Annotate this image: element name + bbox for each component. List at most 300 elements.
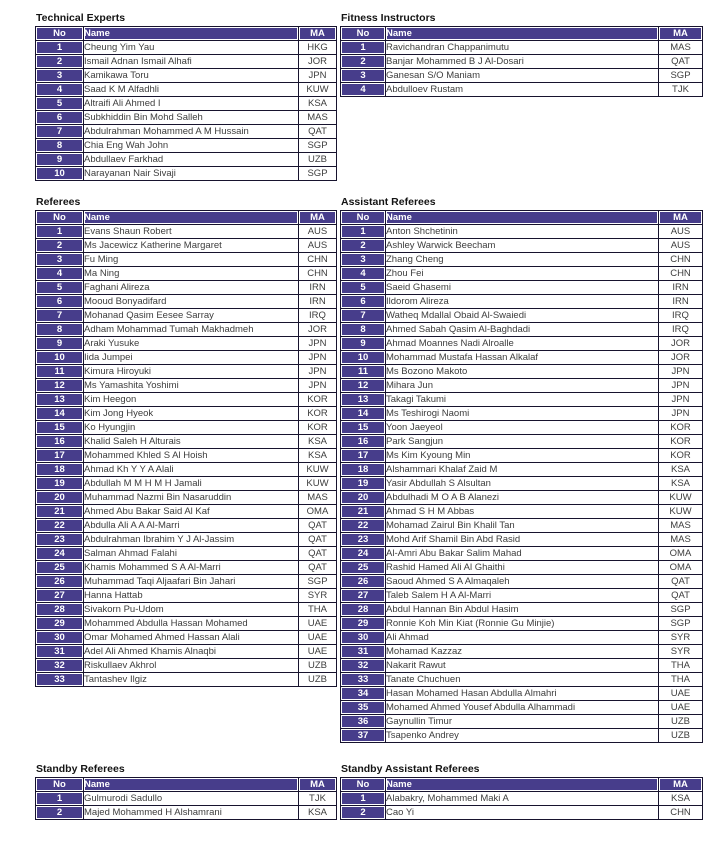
table-row	[341, 645, 703, 659]
cell-ma: AUS	[299, 239, 337, 253]
cell-no: 8	[36, 323, 84, 337]
cell-no: 19	[341, 477, 386, 491]
cell-no: 14	[36, 407, 84, 421]
cell-ma: TJK	[659, 83, 703, 97]
cell-name: Tanate Chuchuen	[386, 673, 659, 687]
cell-name: Evans Shaun Robert	[84, 225, 299, 239]
cell-ma: SGP	[299, 167, 337, 181]
cell-ma: IRQ	[659, 323, 703, 337]
cell-name: Yasir Abdullah S Alsultan	[386, 477, 659, 491]
table-row	[341, 239, 703, 253]
table-row	[36, 225, 337, 239]
table-row	[341, 792, 703, 806]
cell-name: Yoon Jaeyeol	[386, 421, 659, 435]
cell-name: Gaynullin Timur	[386, 715, 659, 729]
section-fitness-instructors	[340, 12, 703, 97]
table-row	[36, 589, 337, 603]
cell-ma: JPN	[299, 379, 337, 393]
cell-name: Abdullah M M H M H Jamali	[84, 477, 299, 491]
cell-name: Nakarit Rawut	[386, 659, 659, 673]
table-row	[36, 645, 337, 659]
cell-name: Ahmad Kh Y Y A Alali	[84, 463, 299, 477]
cell-ma: MAS	[299, 111, 337, 125]
table-row	[341, 225, 703, 239]
cell-no: 2	[341, 55, 386, 69]
section-standby-referees	[35, 763, 337, 820]
technical-experts-table	[35, 26, 337, 181]
table-row	[341, 463, 703, 477]
cell-name: Salman Ahmad Falahi	[84, 547, 299, 561]
cell-no: 15	[341, 421, 386, 435]
cell-name: Abdulla Ali A A Al-Marri	[84, 519, 299, 533]
cell-no: 5	[36, 281, 84, 295]
cell-ma: IRN	[299, 295, 337, 309]
cell-no: 2	[341, 239, 386, 253]
cell-name: Majed Mohammed H Alshamrani	[84, 806, 299, 820]
cell-no: 3	[341, 253, 386, 267]
cell-no: 29	[341, 617, 386, 631]
cell-name: Takagi Takumi	[386, 393, 659, 407]
cell-no: 31	[36, 645, 84, 659]
table-row	[341, 449, 703, 463]
cell-name: Araki Yusuke	[84, 337, 299, 351]
table-row	[36, 97, 337, 111]
cell-no: 12	[341, 379, 386, 393]
cell-name: Alshammari Khalaf Zaid M	[386, 463, 659, 477]
table-row	[341, 41, 703, 55]
table-row	[341, 491, 703, 505]
cell-no: 36	[341, 715, 386, 729]
cell-ma: KUW	[299, 477, 337, 491]
cell-name: Mohammad Mustafa Hassan Alkalaf	[386, 351, 659, 365]
cell-no: 6	[36, 295, 84, 309]
cell-ma: UAE	[299, 645, 337, 659]
cell-name: Kimura Hiroyuki	[84, 365, 299, 379]
cell-name: Anton Shchetinin	[386, 225, 659, 239]
cell-ma: JOR	[299, 55, 337, 69]
cell-name: Mohamed Ahmed Yousef Abdulla Alhammadi	[386, 701, 659, 715]
cell-no: 33	[36, 673, 84, 687]
cell-ma: SYR	[299, 589, 337, 603]
assistant-referees-table	[340, 210, 703, 743]
cell-ma: UZB	[659, 715, 703, 729]
column-header-ma: MA	[659, 211, 703, 225]
cell-ma: SGP	[659, 617, 703, 631]
cell-name: Abdullaev Farkhad	[84, 153, 299, 167]
cell-name: Altraifi Ali Ahmed I	[84, 97, 299, 111]
cell-no: 27	[341, 589, 386, 603]
table-row	[341, 505, 703, 519]
cell-name: Saeid Ghasemi	[386, 281, 659, 295]
cell-no: 25	[341, 561, 386, 575]
table-row	[341, 631, 703, 645]
cell-ma: THA	[659, 659, 703, 673]
column-header-no: No	[341, 211, 386, 225]
cell-no: 6	[36, 111, 84, 125]
cell-ma: OMA	[299, 505, 337, 519]
cell-no: 20	[36, 491, 84, 505]
table-row	[36, 505, 337, 519]
table-row	[341, 701, 703, 715]
table-row	[36, 435, 337, 449]
column-header-ma: MA	[659, 778, 703, 792]
cell-no: 21	[341, 505, 386, 519]
cell-no: 9	[341, 337, 386, 351]
cell-name: Adham Mohammad Tumah Makhadmeh	[84, 323, 299, 337]
cell-no: 29	[36, 617, 84, 631]
cell-ma: CHN	[659, 253, 703, 267]
table-row	[36, 463, 337, 477]
cell-name: Zhou Fei	[386, 267, 659, 281]
cell-name: Khamis Mohammed S A Al-Marri	[84, 561, 299, 575]
cell-name: Mooud Bonyadifard	[84, 295, 299, 309]
cell-ma: JPN	[659, 407, 703, 421]
cell-ma: KOR	[299, 421, 337, 435]
cell-name: Chia Eng Wah John	[84, 139, 299, 153]
cell-name: Ms Yamashita Yoshimi	[84, 379, 299, 393]
cell-ma: THA	[659, 673, 703, 687]
section-assistant-referees	[340, 196, 703, 743]
table-row	[341, 323, 703, 337]
table-row	[36, 69, 337, 83]
cell-no: 35	[341, 701, 386, 715]
table-row	[36, 55, 337, 69]
cell-name: Ahmed Abu Bakar Said Al Kaf	[84, 505, 299, 519]
cell-name: Banjar Mohammed B J Al-Dosari	[386, 55, 659, 69]
cell-no: 4	[341, 83, 386, 97]
table-row	[36, 139, 337, 153]
cell-ma: KUW	[299, 83, 337, 97]
cell-ma: JPN	[299, 69, 337, 83]
cell-name: Muhammad Nazmi Bin Nasaruddin	[84, 491, 299, 505]
cell-name: Ali Ahmad	[386, 631, 659, 645]
table-row	[36, 253, 337, 267]
cell-no: 4	[36, 83, 84, 97]
table-row	[36, 365, 337, 379]
header-row	[341, 27, 703, 41]
cell-ma: QAT	[299, 547, 337, 561]
cell-ma: MAS	[659, 41, 703, 55]
cell-no: 33	[341, 673, 386, 687]
cell-no: 1	[36, 41, 84, 55]
cell-no: 12	[36, 379, 84, 393]
cell-no: 21	[36, 505, 84, 519]
table-row	[341, 687, 703, 701]
cell-name: Kamikawa Toru	[84, 69, 299, 83]
cell-ma: JPN	[659, 393, 703, 407]
cell-ma: KOR	[659, 449, 703, 463]
cell-name: Al-Amri Abu Bakar Salim Mahad	[386, 547, 659, 561]
cell-no: 16	[341, 435, 386, 449]
section-title-assistant-referees: Assistant Referees	[341, 196, 436, 208]
cell-ma: KUW	[659, 491, 703, 505]
table-row	[341, 561, 703, 575]
cell-ma: KOR	[299, 393, 337, 407]
cell-name: Tantashev Ilgiz	[84, 673, 299, 687]
cell-ma: JPN	[659, 379, 703, 393]
table-row	[341, 806, 703, 820]
cell-no: 7	[36, 309, 84, 323]
table-row	[341, 365, 703, 379]
cell-no: 1	[36, 225, 84, 239]
cell-name: Ahmad S H M Abbas	[386, 505, 659, 519]
table-row	[36, 309, 337, 323]
table-row	[36, 337, 337, 351]
cell-ma: SYR	[659, 631, 703, 645]
table-row	[36, 533, 337, 547]
cell-ma: JOR	[659, 351, 703, 365]
section-technical-experts	[35, 12, 337, 181]
cell-name: Taleb Salem H A Al-Marri	[386, 589, 659, 603]
cell-ma: JPN	[659, 365, 703, 379]
cell-ma: QAT	[659, 589, 703, 603]
cell-no: 2	[341, 806, 386, 820]
cell-ma: KSA	[299, 97, 337, 111]
cell-name: Faghani Alireza	[84, 281, 299, 295]
cell-no: 24	[36, 547, 84, 561]
table-row	[36, 519, 337, 533]
cell-no: 18	[36, 463, 84, 477]
cell-name: Mohd Arif Shamil Bin Abd Rasid	[386, 533, 659, 547]
cell-name: Mohamad Zairul Bin Khalil Tan	[386, 519, 659, 533]
cell-name: Hasan Mohamed Hasan Abdulla Almahri	[386, 687, 659, 701]
cell-no: 27	[36, 589, 84, 603]
table-row	[341, 421, 703, 435]
cell-name: Ko Hyungjin	[84, 421, 299, 435]
cell-no: 28	[36, 603, 84, 617]
cell-no: 28	[341, 603, 386, 617]
cell-name: Khalid Saleh H Alturais	[84, 435, 299, 449]
header-row	[341, 778, 703, 792]
cell-ma: UAE	[659, 701, 703, 715]
cell-ma: QAT	[299, 519, 337, 533]
table-row	[36, 239, 337, 253]
cell-no: 8	[36, 139, 84, 153]
cell-name: Tsapenko Andrey	[386, 729, 659, 743]
cell-ma: KOR	[299, 407, 337, 421]
cell-name: Watheq Mdallal Obaid Al-Swaiedi	[386, 309, 659, 323]
cell-ma: KSA	[659, 792, 703, 806]
cell-no: 3	[36, 69, 84, 83]
cell-name: Ms Kim Kyoung Min	[386, 449, 659, 463]
cell-name: Kim Heegon	[84, 393, 299, 407]
cell-ma: UZB	[299, 659, 337, 673]
column-header-ma: MA	[659, 27, 703, 41]
column-header-no: No	[36, 27, 84, 41]
cell-ma: QAT	[299, 561, 337, 575]
cell-ma: SGP	[659, 69, 703, 83]
cell-name: Ms Bozono Makoto	[386, 365, 659, 379]
cell-no: 1	[341, 792, 386, 806]
cell-ma: KSA	[299, 449, 337, 463]
cell-ma: IRN	[299, 281, 337, 295]
cell-no: 26	[341, 575, 386, 589]
table-row	[341, 337, 703, 351]
cell-name: Saoud Ahmed S A Almaqaleh	[386, 575, 659, 589]
column-header-ma: MA	[299, 211, 337, 225]
table-row	[36, 792, 337, 806]
cell-no: 24	[341, 547, 386, 561]
cell-no: 5	[341, 281, 386, 295]
table-row	[36, 267, 337, 281]
cell-name: Omar Mohamed Ahmed Hassan Alali	[84, 631, 299, 645]
cell-name: Gulmurodi Sadullo	[84, 792, 299, 806]
table-row	[36, 477, 337, 491]
table-row	[36, 673, 337, 687]
column-header-no: No	[36, 778, 84, 792]
cell-name: Kim Jong Hyeok	[84, 407, 299, 421]
cell-ma: MAS	[659, 533, 703, 547]
table-row	[36, 407, 337, 421]
cell-name: Zhang Cheng	[386, 253, 659, 267]
cell-name: Abdul Hannan Bin Abdul Hasim	[386, 603, 659, 617]
column-header-ma: MA	[299, 778, 337, 792]
section-referees	[35, 196, 337, 687]
cell-name: Subkhiddin Bin Mohd Salleh	[84, 111, 299, 125]
cell-name: Ildorom Alireza	[386, 295, 659, 309]
cell-no: 23	[36, 533, 84, 547]
cell-no: 23	[341, 533, 386, 547]
cell-no: 3	[341, 69, 386, 83]
cell-no: 6	[341, 295, 386, 309]
cell-ma: UAE	[299, 631, 337, 645]
cell-ma: SGP	[299, 575, 337, 589]
cell-ma: UZB	[659, 729, 703, 743]
table-row	[341, 575, 703, 589]
fitness-instructors-table	[340, 26, 703, 97]
table-row	[36, 659, 337, 673]
cell-no: 31	[341, 645, 386, 659]
cell-no: 32	[341, 659, 386, 673]
cell-ma: OMA	[659, 561, 703, 575]
cell-no: 1	[341, 225, 386, 239]
cell-name: Ganesan S/O Maniam	[386, 69, 659, 83]
cell-ma: SYR	[659, 645, 703, 659]
table-row	[36, 83, 337, 97]
cell-ma: AUS	[659, 225, 703, 239]
cell-name: Mihara Jun	[386, 379, 659, 393]
cell-name: Narayanan Nair Sivaji	[84, 167, 299, 181]
header-row	[36, 778, 337, 792]
column-header-no: No	[341, 27, 386, 41]
column-header-name: Name	[386, 211, 659, 225]
cell-name: Iida Jumpei	[84, 351, 299, 365]
table-row	[341, 267, 703, 281]
cell-ma: TJK	[299, 792, 337, 806]
table-row	[36, 575, 337, 589]
cell-no: 17	[341, 449, 386, 463]
table-row	[36, 323, 337, 337]
table-row	[341, 295, 703, 309]
table-row	[36, 167, 337, 181]
cell-ma: KSA	[659, 477, 703, 491]
cell-ma: CHN	[659, 806, 703, 820]
cell-name: Sivakorn Pu-Udom	[84, 603, 299, 617]
table-row	[341, 533, 703, 547]
cell-name: Mohammed Abdulla Hassan Mohamed	[84, 617, 299, 631]
standby-referees-table	[35, 777, 337, 820]
cell-name: Muhammad Taqi Aljaafari Bin Jahari	[84, 575, 299, 589]
table-row	[341, 69, 703, 83]
header-row	[36, 27, 337, 41]
column-header-name: Name	[386, 778, 659, 792]
table-row	[341, 659, 703, 673]
table-row	[36, 631, 337, 645]
column-header-no: No	[341, 778, 386, 792]
cell-name: Abdulloev Rustam	[386, 83, 659, 97]
table-row	[36, 111, 337, 125]
cell-no: 1	[341, 41, 386, 55]
cell-name: Ismail Adnan Ismail Alhafi	[84, 55, 299, 69]
cell-ma: OMA	[659, 547, 703, 561]
cell-ma: IRQ	[659, 309, 703, 323]
cell-ma: JOR	[659, 337, 703, 351]
cell-name: Abdulrahman Ibrahim Y J Al-Jassim	[84, 533, 299, 547]
cell-no: 13	[341, 393, 386, 407]
cell-ma: MAS	[659, 519, 703, 533]
cell-name: Alabakry, Mohammed Maki A	[386, 792, 659, 806]
table-row	[36, 379, 337, 393]
cell-ma: QAT	[299, 125, 337, 139]
cell-no: 26	[36, 575, 84, 589]
cell-no: 34	[341, 687, 386, 701]
cell-ma: CHN	[299, 253, 337, 267]
cell-ma: KSA	[299, 435, 337, 449]
header-row	[36, 211, 337, 225]
table-row	[341, 603, 703, 617]
cell-name: Mohamad Kazzaz	[386, 645, 659, 659]
cell-no: 3	[36, 253, 84, 267]
table-row	[36, 421, 337, 435]
cell-ma: KSA	[299, 806, 337, 820]
table-row	[36, 603, 337, 617]
table-row	[36, 547, 337, 561]
table-row	[36, 806, 337, 820]
cell-no: 15	[36, 421, 84, 435]
cell-no: 22	[36, 519, 84, 533]
cell-name: Saad K M Alfadhli	[84, 83, 299, 97]
cell-name: Abdulrahman Mohammed A M Hussain	[84, 125, 299, 139]
cell-no: 10	[36, 167, 84, 181]
table-row	[341, 673, 703, 687]
cell-name: Rashid Hamed Ali Al Ghaithi	[386, 561, 659, 575]
cell-name: Ms Teshirogi Naomi	[386, 407, 659, 421]
cell-ma: JPN	[299, 337, 337, 351]
cell-no: 25	[36, 561, 84, 575]
table-row	[36, 393, 337, 407]
cell-ma: QAT	[659, 575, 703, 589]
cell-name: Cao Yi	[386, 806, 659, 820]
cell-ma: AUS	[299, 225, 337, 239]
column-header-name: Name	[84, 27, 299, 41]
section-title-standby-assistant-referees: Standby Assistant Referees	[341, 763, 480, 775]
table-row	[341, 547, 703, 561]
cell-no: 18	[341, 463, 386, 477]
cell-name: Cheung Yim Yau	[84, 41, 299, 55]
table-row	[341, 715, 703, 729]
cell-ma: AUS	[659, 239, 703, 253]
cell-ma: KOR	[659, 421, 703, 435]
table-row	[341, 617, 703, 631]
table-row	[341, 589, 703, 603]
cell-no: 37	[341, 729, 386, 743]
cell-name: Ronnie Koh Min Kiat (Ronnie Gu Minjie)	[386, 617, 659, 631]
cell-no: 22	[341, 519, 386, 533]
section-standby-assistant-referees	[340, 763, 703, 820]
cell-name: Mohanad Qasim Eesee Sarray	[84, 309, 299, 323]
cell-no: 16	[36, 435, 84, 449]
cell-no: 11	[36, 365, 84, 379]
